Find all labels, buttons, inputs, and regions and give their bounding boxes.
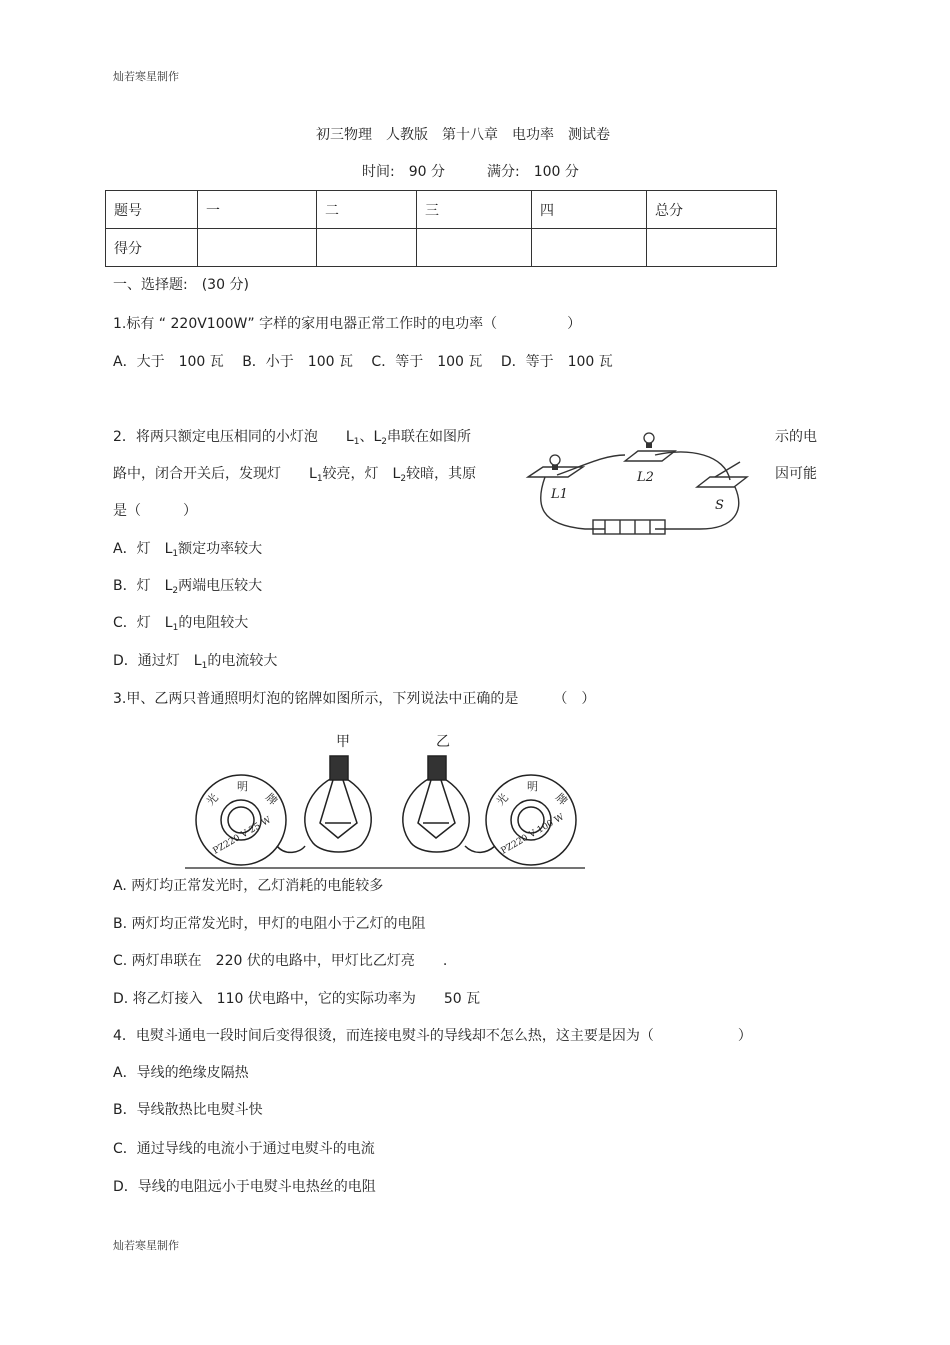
score-table [105, 190, 777, 267]
question-4-option-b: B．导线散热比电熨斗快 [113, 1102, 263, 1118]
label-l2: L2 [637, 470, 654, 485]
q2-option-text: 额定功率较大 [178, 541, 263, 557]
score-cell[interactable] [417, 229, 532, 267]
subscript: 1 [172, 623, 179, 633]
question-2-option-d [113, 652, 277, 675]
label-s: S [715, 498, 724, 513]
subscript: 2 [172, 586, 179, 596]
switch-lever [715, 462, 740, 477]
subscript: 2 [381, 437, 387, 447]
score-table-score-row [106, 229, 777, 267]
q2-text: 较暗，其原 [406, 466, 477, 482]
q2-text: 串联在如图所 [387, 429, 471, 445]
label-yi: 乙 [436, 734, 450, 750]
question-2-option-b [113, 577, 262, 600]
brand-char: 牌 [552, 790, 570, 808]
lamp-l2-bulb [644, 433, 654, 443]
score-cell[interactable] [198, 229, 317, 267]
subscript: 1 [201, 661, 208, 671]
label-l1: L1 [551, 487, 568, 502]
question-3-option-a: A. 两灯均正常发光时，乙灯消耗的电能较多 [113, 878, 384, 894]
question-3-option-b: B. 两灯均正常发光时，甲灯的电阻小于乙灯的电阻 [113, 916, 426, 932]
label-jia: 甲 [336, 734, 350, 750]
question-2-line-1 [113, 428, 471, 451]
question-4-option-d: D．导线的电阻远小于电熨斗电热丝的电阻 [113, 1179, 376, 1195]
brand-char: 光 [493, 791, 511, 809]
q2-option-text: 的电流较大 [207, 653, 278, 669]
brand-char: 明 [527, 780, 538, 793]
question-3-option-c: C. 两灯串联在 220 伏的电路中，甲灯比乙灯亮 . [113, 953, 448, 969]
q2-option-text: A．灯 L [113, 541, 173, 557]
section-heading: 一、选择题: (30 分) [113, 277, 249, 293]
question-2-option-a [113, 540, 262, 563]
score-header-cell: 四 [532, 191, 647, 229]
brand-char: 光 [203, 791, 221, 809]
question-4-option-a: A．导线的绝缘皮隔热 [113, 1065, 249, 1081]
score-cell[interactable] [647, 229, 777, 267]
bulb-nameplate-figure [185, 728, 587, 872]
subscript: 2 [400, 474, 407, 484]
score-cell[interactable] [317, 229, 417, 267]
q2-text: 、L [359, 429, 382, 445]
wire [557, 455, 625, 475]
brand-char: 明 [237, 780, 248, 793]
q2-text: 较亮，灯 L [322, 466, 401, 482]
score-header-cell: 三 [417, 191, 532, 229]
q2-option-text: B．灯 L [113, 578, 173, 594]
q2-option-text: 两端电压较大 [178, 578, 263, 594]
score-header-cell: 一 [198, 191, 317, 229]
exam-info: 时间: 90 分 满分: 100 分 [362, 164, 579, 180]
score-row-label: 得分 [106, 229, 198, 267]
bulb-jia [305, 778, 371, 852]
lamp-l1-bulb [550, 455, 560, 465]
question-3-stem: 3.甲、乙两只普通照明灯泡的铭牌如图所示，下列说法中正确的是 （ ） [113, 691, 596, 707]
q2-option-text: D．通过灯 L [113, 653, 202, 669]
question-2-line-3: 是（ ） [113, 503, 197, 519]
question-3-option-d: D. 将乙灯接入 110 伏电路中，它的实际功率为 50 瓦 [113, 991, 481, 1007]
score-header-cell: 二 [317, 191, 417, 229]
wire [541, 477, 605, 529]
score-cell[interactable] [532, 229, 647, 267]
question-1-stem: 1.标有 “ 220V100W” 字样的家用电器正常工作时的电功率（ ） [113, 316, 582, 332]
subscript: 1 [172, 549, 179, 559]
q2-text: 2．将两只额定电压相同的小灯泡 L [113, 429, 354, 445]
question-2-line-2-end: 因可能 [775, 466, 817, 482]
question-1-options: A．大于 100 瓦 B．小于 100 瓦 C．等于 100 瓦 D．等于 100 瓦 [113, 354, 613, 370]
question-2-line-1-end: 示的电 [775, 429, 817, 445]
bulb-yi [403, 778, 469, 852]
wire [655, 452, 730, 480]
page-footer: 灿若寒星制作 [113, 1239, 179, 1252]
battery [593, 520, 665, 534]
rating-left: PZ220 V 25 W [211, 815, 274, 857]
score-table-header-row [106, 191, 777, 229]
rating-right: PZ220 V 100 W [499, 812, 566, 857]
q2-option-text: C．灯 L [113, 615, 173, 631]
wire [655, 487, 739, 529]
q2-option-text: 的电阻较大 [178, 615, 249, 631]
score-header-cell: 题号 [106, 191, 198, 229]
question-4-stem: 4．电熨斗通电一段时间后变得很烫，而连接电熨斗的导线却不怎么热，这主要是因为（ ） [113, 1028, 752, 1044]
switch-base [697, 477, 747, 487]
page-header: 灿若寒星制作 [113, 70, 179, 83]
circuit-diagram [525, 425, 765, 540]
subscript: 1 [316, 474, 323, 484]
question-2-option-c [113, 614, 248, 637]
question-4-option-c: C．通过导线的电流小于通过电熨斗的电流 [113, 1141, 375, 1157]
question-2-line-2 [113, 465, 476, 488]
subscript: 1 [353, 437, 360, 447]
page-title: 初三物理 人教版 第十八章 电功率 测试卷 [316, 127, 610, 143]
brand-char: 牌 [262, 790, 280, 808]
score-header-cell: 总分 [647, 191, 777, 229]
q2-text: 路中，闭合开关后，发现灯 L [113, 466, 317, 482]
